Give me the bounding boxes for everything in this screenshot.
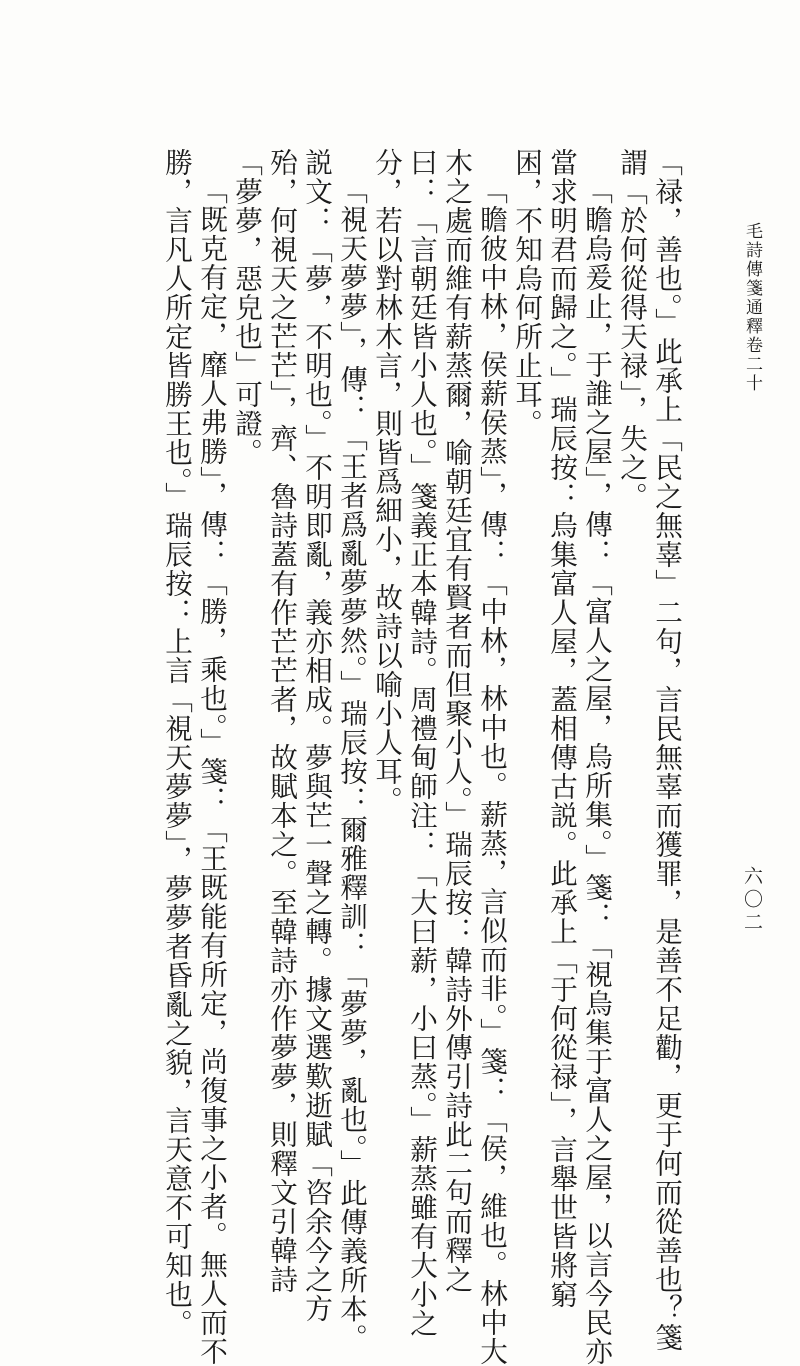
text-column: 殆，何視天之芒芒」，齊、魯詩蓋有作芒芒者，故賦本之。至韓詩亦作夢夢，則釋文引韓詩 — [265, 148, 298, 1295]
commentary-body — [112, 148, 684, 1366]
text-column: 説文：「夢，不明也。」不明即亂，義亦相成。夢與芒一聲之轉。據文選歎逝賦「咨余今之方 — [300, 148, 333, 1324]
text-column: 「夢夢，惡皃也」可證。 — [230, 148, 263, 467]
text-column: 「瞻烏爰止，于誰之屋」，傳：「富人之屋，烏所集。」箋：「視烏集于富人之屋，以言今民亦 — [580, 176, 613, 1366]
text-column: 「既克有定，靡人弗勝」，傳：「勝，乘也。」箋：「王既能有所定，尚復事之小者。無人而不 — [195, 176, 228, 1366]
text-column: 木之處而維有薪蒸爾，喻朝廷宜有賢者而但聚小人。」瑞辰按：韓詩外傳引詩此二句而釋之 — [440, 148, 473, 1295]
page-number: 六〇二 — [741, 866, 763, 935]
running-head-title: 毛詩傳箋通釋卷二十 — [742, 222, 762, 393]
text-column: 「瞻彼中林，侯薪侯蒸」，傳：「中林，林中也。薪蒸，言似而非。」箋：「侯，維也。林中大 — [475, 176, 508, 1366]
text-column: 曰：「言朝廷皆小人也。」箋義正本韓詩。周禮甸師注：「大曰薪，小曰蒸。」薪蒸雖有大小之 — [405, 148, 438, 1339]
text-column: 「視天夢夢」，傳：「王者爲亂夢夢然。」瑞辰按：爾雅釋訓：「夢夢，亂也。」此傳義所本。 — [335, 176, 368, 1353]
text-column: 困，不知烏何所止耳。 — [510, 148, 543, 438]
text-column: 分，若以對林木言，則皆爲細小，故詩以喻小人耳。 — [370, 148, 403, 815]
text-column: 勝，言凡人所定皆勝王也。」瑞辰按：上言「視天夢夢」，夢夢者昏亂之貌，言天意不可知也。 — [160, 148, 193, 1339]
text-column: 謂「於何從得天禄」，失之。 — [615, 148, 648, 512]
text-column: 「禄，善也。」此承上「民之無辜」二句，言民無辜而獲罪，是善不足勸，更于何而從善也？箋 — [650, 148, 683, 1353]
text-column: 當求明君而歸之。」瑞辰按：烏集富人屋，蓋相傳古説。此承上「于何從禄」，言舉世皆將窮 — [545, 148, 578, 1310]
